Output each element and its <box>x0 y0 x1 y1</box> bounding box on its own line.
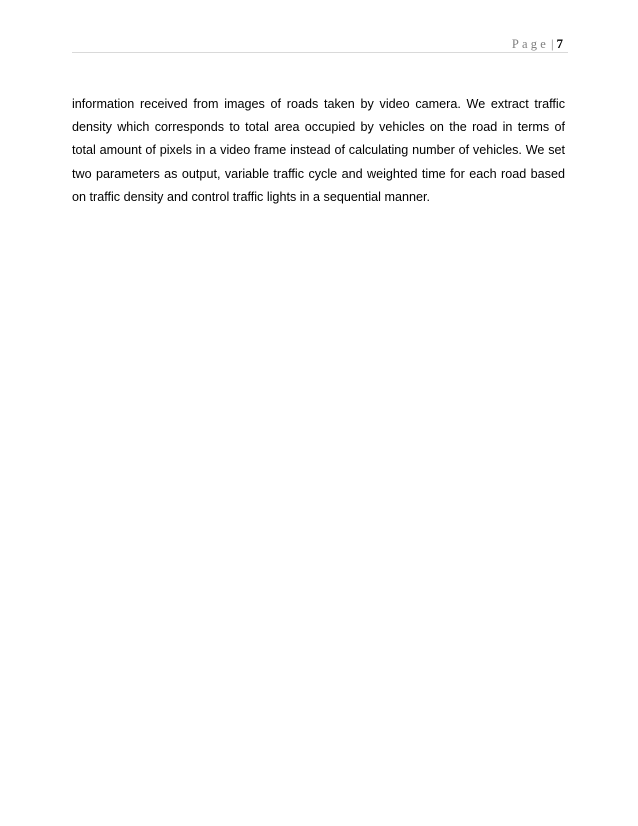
body-paragraph <box>72 93 565 209</box>
paragraph-line: on traffic density and control traffic lights in a sequential manner. <box>72 189 430 204</box>
page-separator: | <box>550 37 554 51</box>
header-divider <box>72 52 568 53</box>
page-number: 7 <box>556 36 563 51</box>
paragraph-line: total amount of pixels in a video frame instead of calculating number of vehicles. We set <box>72 143 565 158</box>
paragraph-line: information received from images of roads taken by video camera. We extract traffic <box>72 97 565 111</box>
paragraph-line: two parameters as output, variable traffic cycle and weighted time for each road based <box>72 166 565 181</box>
page-header <box>512 36 563 52</box>
paragraph-line: density which corresponds to total area occupied by vehicles on the road in terms of <box>72 120 565 135</box>
page-label: Page <box>511 37 549 51</box>
